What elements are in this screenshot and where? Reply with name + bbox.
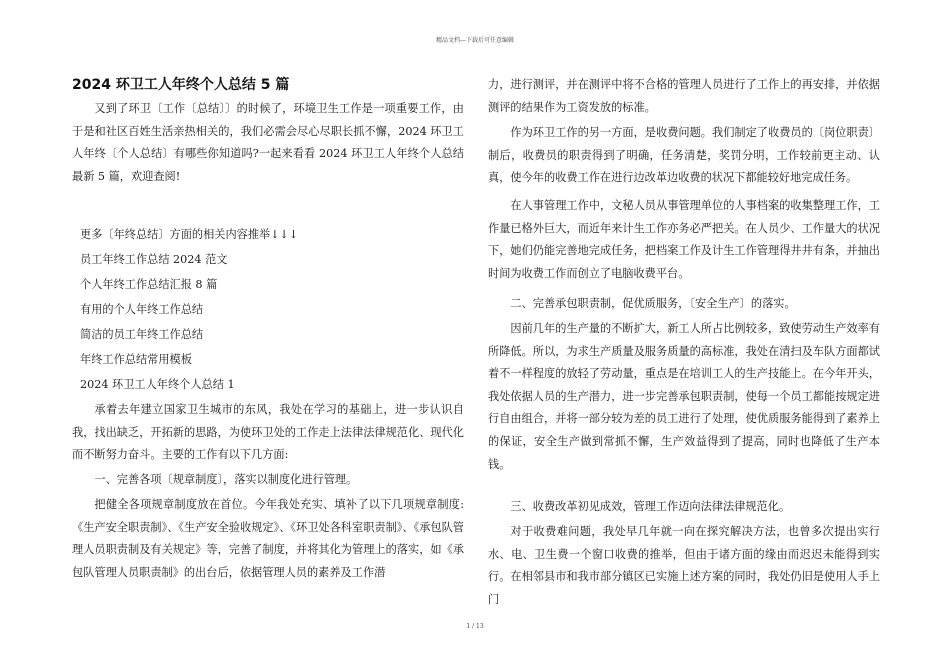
left-paragraph-1: 承着去年建立国家卫生城市的东风，我处在学习的基础上，进一步认识自我，找出缺乏，开拓新的思路，为使环卫处的工作走上法律法律规范化、现代化而不断努力奋斗。主要的工作有以下几方面: (72, 403, 464, 462)
right-paragraph-6: 三、收费改革初见成效，管理工作迈向法律法律规范化。 (510, 500, 791, 513)
right-paragraph-7: 对于收费难问题，我处早几年就一向在探究解决方法，也曾多次提出实行水、电、卫生费一个窗口收费的推举，但由于诸方面的缘由而迟迟未能得到实行。在相邻县市和我市部分镇区已实施上述方案的同时，我处仍旧是使用人手上门 (488, 525, 880, 606)
related-heading: 更多〔年终总结〕方面的相关内容推举↓↓↓ (80, 228, 299, 241)
section-heading-1: 2024 环卫工人年终个人总结 1 (80, 378, 235, 391)
related-link-1[interactable]: 员工年终工作总结 2024 范文 (80, 253, 228, 266)
page-header: 精品文档---下载后可任意编辑 (435, 37, 515, 44)
related-link-3[interactable]: 有用的个人年终工作总结 (80, 303, 204, 316)
right-paragraph-2: 作为环卫工作的另一方面，是收费问题。我们制定了收费员的〔岗位职责〕制后，收费员的职责得到了明确，任务清楚，奖罚分明，工作较前更主动、认真，使今年的收费工作在进行边改革边收费的状况下都能较好地完成任务。 (488, 126, 880, 185)
right-paragraph-4: 二、完善承包职责制，促优质服务，〔安全生产〕的落实。 (510, 297, 796, 310)
related-link-4[interactable]: 简洁的员工年终工作总结 (80, 328, 204, 341)
right-paragraph-5: 因前几年的生产量的不断扩大，新工人所占比例较多，致使劳动生产效率有所降低。所以，为求生产质量及服务质量的高标准，我处在清扫及车队方面都试着不一样程度的放轻了劳动量，重点是在培训工人的生产技能上。在今年开头，我处依据人员的生产潜力，进一步完善承包职责制，使每一个员工都能按规定进行自由组合，并将一部分较为差的员工进行了处理，使优质服务能得到了素养上的保证，安全生产做到常抓不懈，生产效益得到了提高，同时也降低了生产本钱。 (488, 322, 880, 471)
left-paragraph-2: 一、完善各项〔规章制度〕，落实以制度化进行管理。 (94, 473, 358, 486)
right-paragraph-1: 力，进行测评，并在测评中将不合格的管理人员进行了工作上的再安排，并依据测评的结果作为工资发放的标准。 (488, 78, 880, 114)
left-paragraph-3: 把健全各项规章制度放在首位。今年我处充实、填补了以下几项规章制度:《生产安全职责制》、《生产安全验收规定》、《环卫处各科室职责制》、《承包队管理人员职责制及有关规定》等，完善了制度，并将其化为管理上的落实，如《承包队管理人员职责制》的出台后，依据管理人员的素养及工作潜 (72, 498, 464, 579)
page-number: 1 / 13 (466, 623, 484, 630)
related-link-5[interactable]: 年终工作总结常用模板 (80, 353, 192, 366)
related-link-2[interactable]: 个人年终工作总结汇报 8 篇 (80, 278, 218, 291)
intro-paragraph: 又到了环卫〔工作〔总结〕〕的时候了，环境卫生工作是一项重要工作，由于是和社区百姓生活亲热相关的，我们必需会尽心尽职长抓不懈，2024 环卫工人年终〔个人总结〕有哪些你知道吗?一起来看看 2024 环卫工人年终个人总结最新 5 篇，欢迎查阅! (72, 102, 464, 183)
document-title: 2024 环卫工人年终个人总结 5 篇 (72, 77, 290, 93)
right-paragraph-3: 在人事管理工作中，文秘人员从事管理单位的人事档案的收集整理工作，工作量已格外巨大，而近年来计生工作亦务必严把关。在人员少、工作量大的状况下，她们仍能完善地完成任务，把档案工作及计生工作管理得井井有条，并抽出时间为收费工作而创立了电脑收费平台。 (488, 199, 880, 280)
